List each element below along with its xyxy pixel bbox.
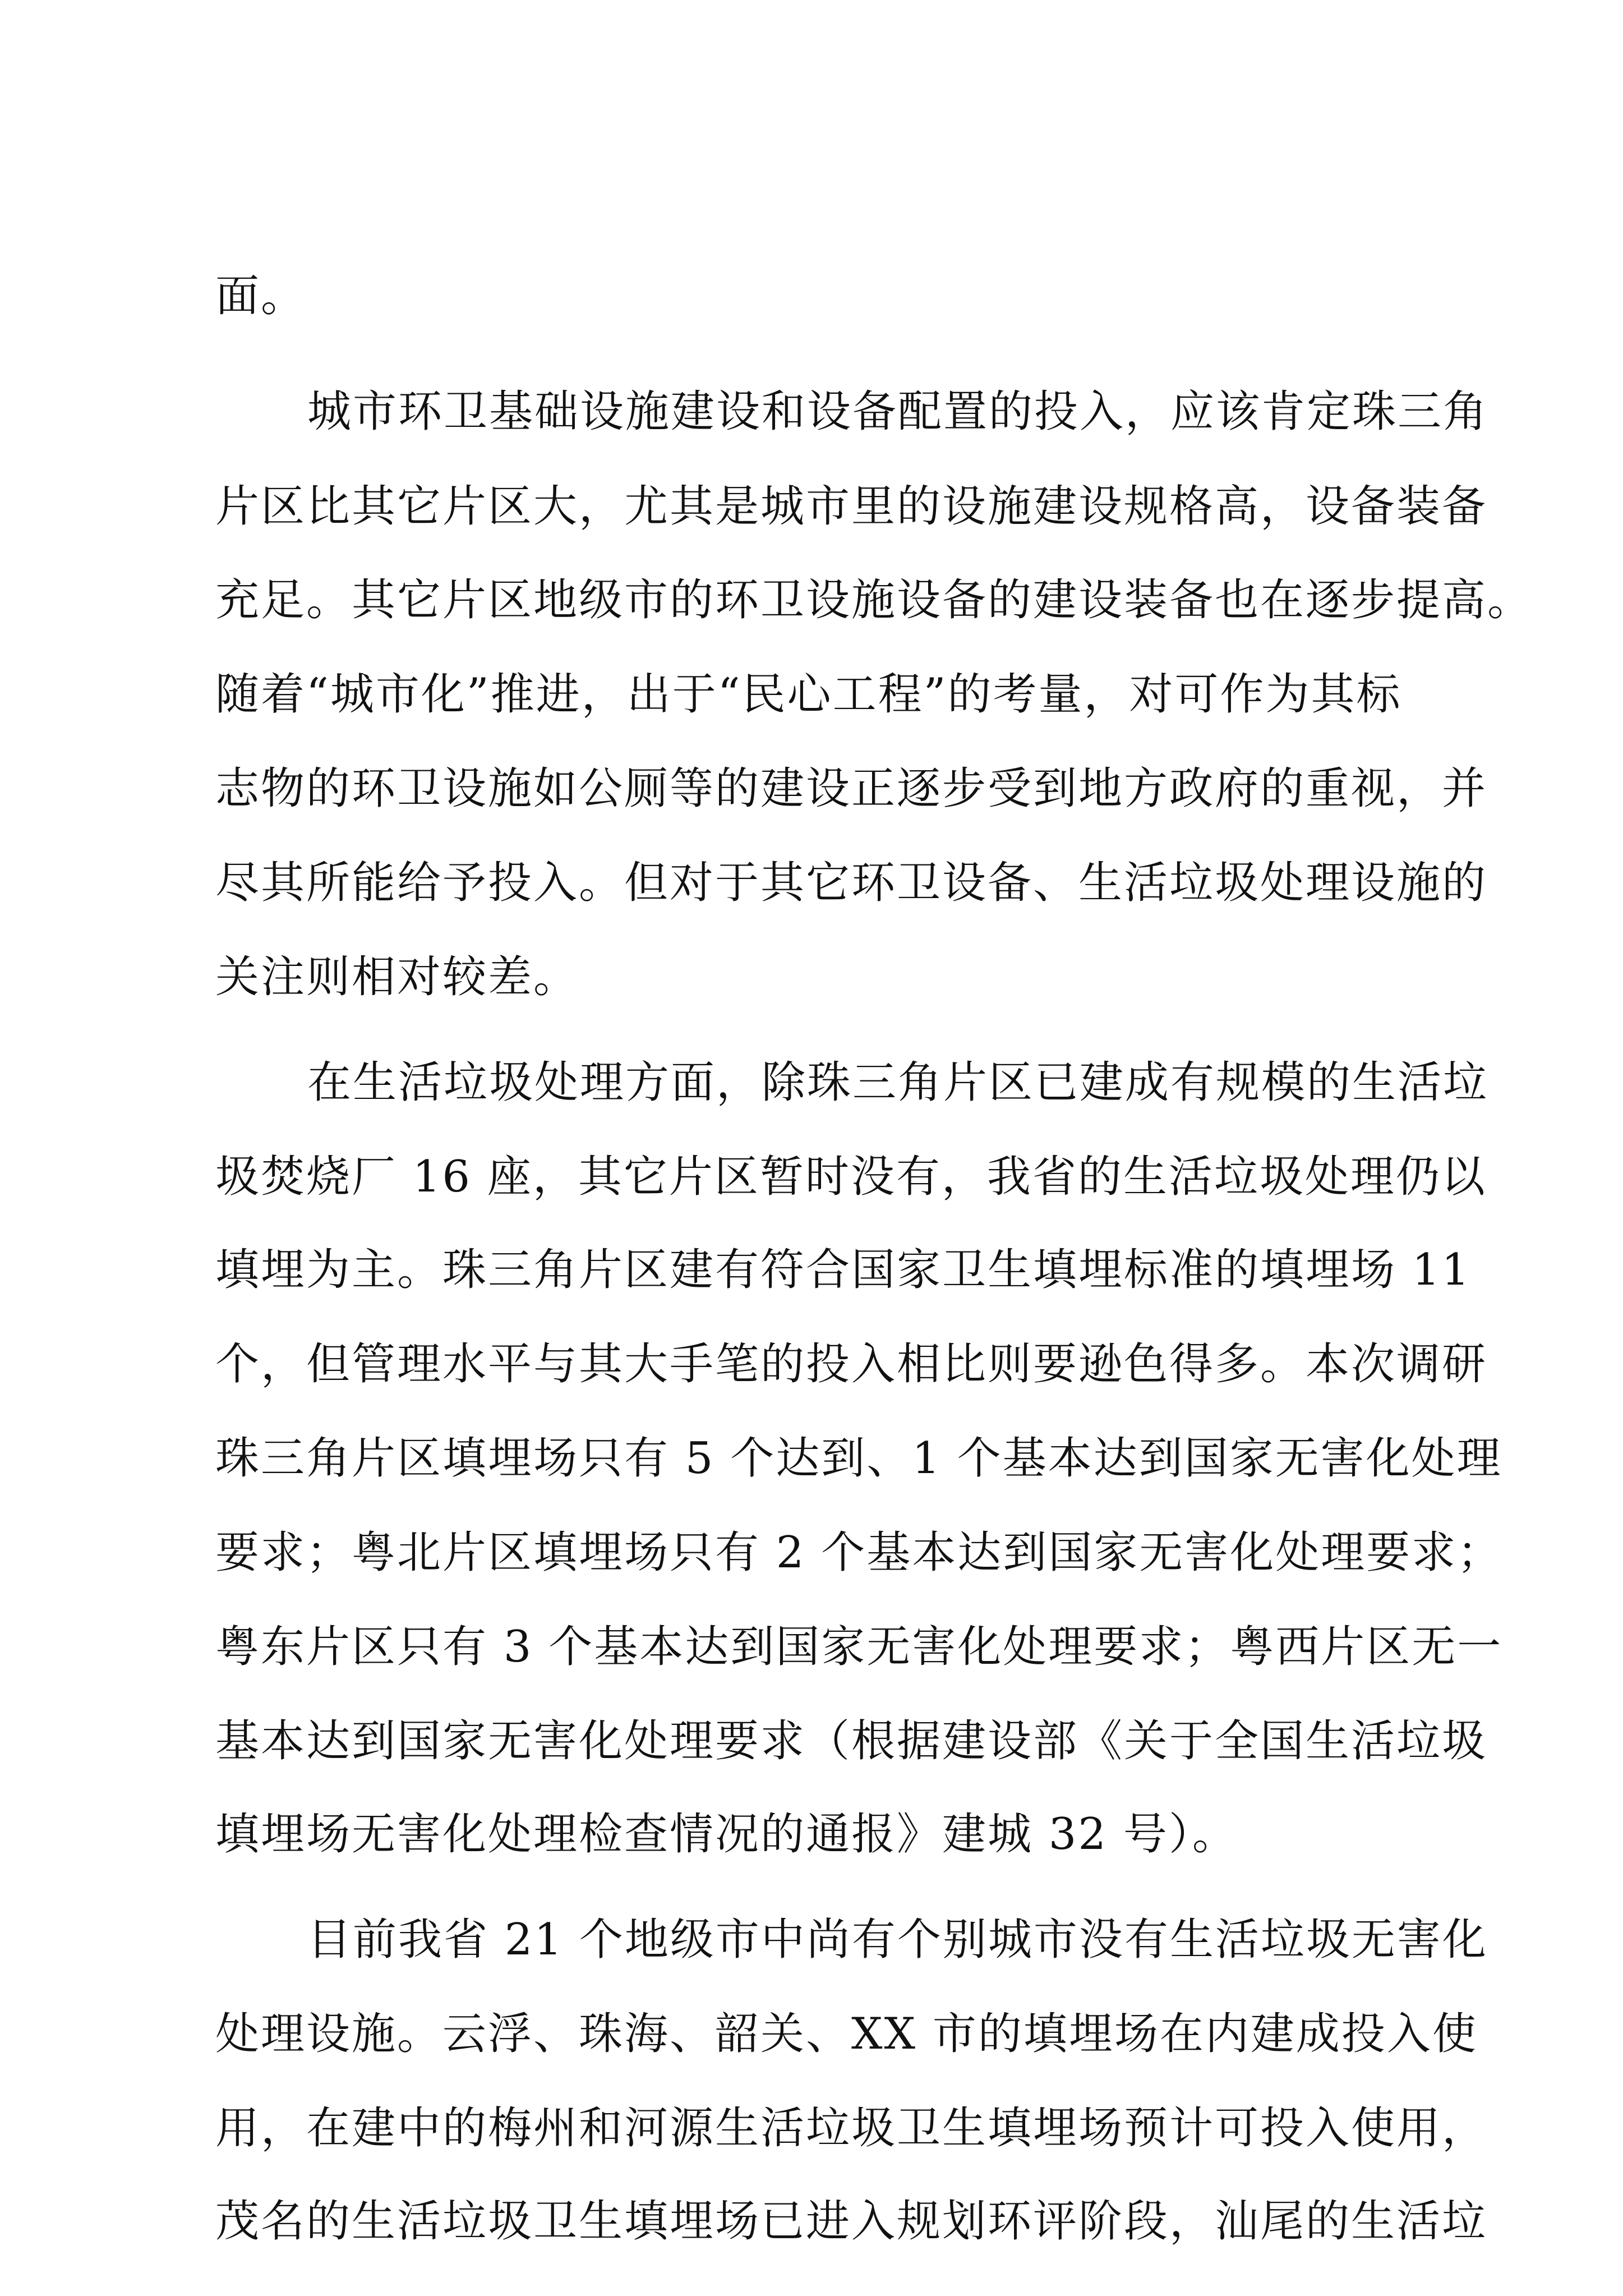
text-line: 粤东片区只有 3 个基本达到国家无害化处理要求；粤西片区无一 xyxy=(215,1622,1503,1672)
text-line: 个，但管理水平与其大手笔的投入相比则要逊色得多。本次调研 xyxy=(215,1339,1488,1389)
text-line: 处理设施。云浮、珠海、韶关、XX 市的填埋场在内建成投入使 xyxy=(215,2009,1478,2059)
text-line: 茂名的生活垃圾卫生填埋场已进入规划环评阶段，汕尾的生活垃 xyxy=(215,2196,1488,2247)
text-line: 面。 xyxy=(215,271,307,321)
text-line: 目前我省 21 个地级市中尚有个别城市没有生活垃圾无害化 xyxy=(307,1915,1488,1965)
text-line: 关注则相对较差。 xyxy=(215,952,579,1002)
text-line: 片区比其它片区大，尤其是城市里的设施建设规格高，设备装备 xyxy=(215,481,1488,532)
text-line: 尽其所能给予投入。但对于其它环卫设备、生活垃圾处理设施的 xyxy=(215,858,1488,908)
text-line: 基本达到国家无害化处理要求（根据建设部《关于全国生活垃圾 xyxy=(215,1716,1488,1766)
text-line: 城市环卫基础设施建设和设备配置的投入，应该肯定珠三角 xyxy=(307,386,1489,437)
text-line: 用，在建中的梅州和河源生活垃圾卫生填埋场预计可投入使用， xyxy=(215,2103,1488,2154)
text-line: 在生活垃圾处理方面，除珠三角片区已建成有规模的生活垃 xyxy=(307,1057,1489,1108)
text-line: 填埋场无害化处理检查情况的通报》建城 32 号）。 xyxy=(215,1809,1238,1860)
text-line: 随着“城市化”推进，出于“民心工程”的考量，对可作为其标 xyxy=(215,669,1402,720)
text-line: 要求；粤北片区填埋场只有 2 个基本达到国家无害化处理要求； xyxy=(215,1527,1503,1578)
text-line: 圾焚烧厂 16 座，其它片区暂时没有，我省的生活垃圾处理仍以 xyxy=(215,1152,1487,1202)
text-line: 填埋为主。珠三角片区建有符合国家卫生填埋标准的填埋场 11 xyxy=(215,1245,1472,1295)
text-line: 志物的环卫设施如公厕等的建设正逐步受到地方政府的重视，并 xyxy=(215,763,1488,814)
text-line: 珠三角片区填埋场只有 5 个达到、1 个基本达到国家无害化处理 xyxy=(215,1433,1502,1484)
text-line: 充足。其它片区地级市的环卫设施设备的建设装备也在逐步提高。 xyxy=(215,575,1533,625)
